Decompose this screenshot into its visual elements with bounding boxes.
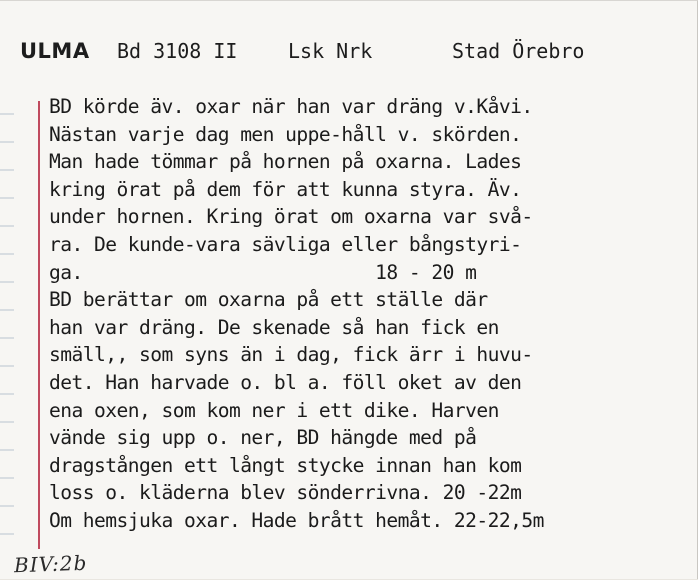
text-line: Nästan varje dag men uppe-håll v. skörden. [49,122,522,146]
text-line: BD berättar om oxarna på ett ställe där [49,288,488,312]
text-line: loss o. kläderna blev sönderrivna. 20 -22m [49,481,522,505]
text-line: Om hemsjuka oxar. Hade brått hemåt. 22-22,5m [49,508,544,532]
parish-code: Lsk Nrk [288,39,373,63]
text-line: kring örat på dem för att kunna styra. Äv. [49,177,522,201]
text-line: han var dräng. De skenade så han fick en [49,315,499,339]
text-line: vände sig upp o. ner, BD hängde med på [49,426,477,450]
informant-name: ULMA [20,39,90,63]
text-line: ra. De kunde-vara sävliga eller bångstyri- [49,232,522,256]
text-line: Man hade tömmar på hornen på oxarna. Lades [49,150,522,174]
red-margin-line [38,101,40,549]
text-line: det. Han harvade o. bl a. föll oket av den [49,370,522,394]
handwritten-shelf-mark: BIV:2b [13,550,88,578]
text-line: smäll,, som syns än i dag, fick ärr i huvu- [49,343,533,367]
place-name: Stad Örebro [452,39,585,63]
volume-reference: Bd 3108 II [117,39,238,63]
text-line: under hornen. Kring örat om oxarna var svå- [49,205,533,229]
card-body-text [49,93,689,535]
text-line: BD körde äv. oxar när han var dräng v.Kåvi. [49,95,533,118]
text-line: ena oxen, som kom ner i ett dike. Harven [49,398,499,422]
text-line: dragstången ett långt stycke innan han kom [49,453,522,477]
text-line: ga. 18 - 20 m [49,260,477,284]
